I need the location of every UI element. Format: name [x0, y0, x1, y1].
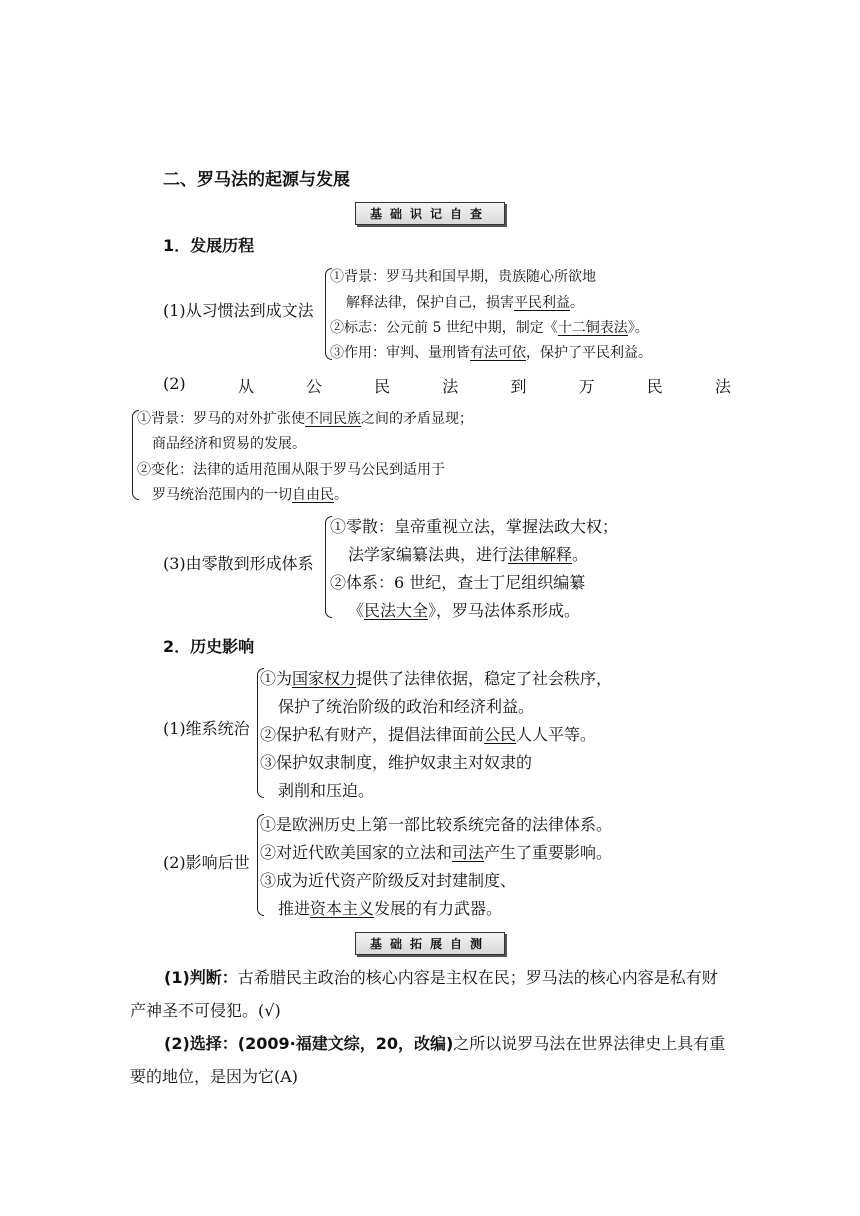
underlined-term: 平民利益 [514, 295, 570, 311]
question-judgment: (1)判断：古希腊民主政治的核心内容是主权在民；罗马法的核心内容是私有财产神圣不可侵犯。(√) [130, 968, 718, 1020]
point-line: ①是欧洲历史上第一部比较系统完备的法律体系。 [260, 815, 613, 834]
point-line: ②保护私有财产，提倡法律面前公民人人平等。 [260, 725, 597, 744]
point-line: ②对近代欧美国家的立法和司法产生了重要影响。 [260, 843, 613, 862]
scattered-line: ①零散：皇帝重视立法，掌握法政大权； [330, 517, 619, 536]
underlined-term: 公民 [484, 725, 517, 744]
point-line: ①为国家权力提供了法律依据，稳定了社会秩序， [260, 669, 613, 688]
background-line-cont: 解释法律，保护自己，损害平民利益。 [346, 295, 584, 311]
block-label: (3)由零散到形成体系 [163, 554, 314, 573]
change-line: ②变化：法律的适用范围从限于罗马公民到适用于 [137, 462, 445, 478]
system-line: ②体系：6 世纪，查士丁尼组织编纂 [330, 573, 586, 592]
block-label: (1)维系统治 [163, 719, 250, 738]
underlined-term: 自由民 [292, 487, 334, 503]
point-line-cont: 推进资本主义发展的有力武器。 [278, 899, 503, 918]
underlined-term: 不同民族 [305, 411, 361, 427]
section-title: 二、罗马法的起源与发展 [163, 170, 350, 190]
background-line: ①背景：罗马的对外扩张使不同民族之间的矛盾显现； [137, 411, 473, 427]
system-line-cont: 《民法大全》，罗马法体系形成。 [348, 601, 581, 620]
background-line: ①背景：罗马共和国早期，贵族随心所欲地 [330, 269, 596, 285]
subsection-title-development: 1．发展历程 [163, 236, 255, 255]
banner-basic-recall: 基础识记自查 [355, 202, 505, 225]
underlined-term: 资本主义 [310, 899, 375, 918]
underlined-term: 国家权力 [292, 669, 357, 688]
background-line-cont: 商品经济和贸易的发展。 [152, 436, 306, 452]
block-label: (1)从习惯法到成文法 [163, 301, 314, 320]
symbol-line: ②标志：公元前 5 世纪中期，制定《十二铜表法》。 [330, 320, 649, 336]
underlined-term: 司法 [452, 843, 485, 862]
underlined-term: 民法大全 [364, 601, 429, 620]
block-label: (2)影响后世 [163, 853, 250, 872]
change-line-cont: 罗马统治范围内的一切自由民。 [152, 487, 348, 503]
question-choice: (2)选择：(2009·福建文综，20，改编)之所以说罗马法在世界法律史上具有重要的地位，是因为它(A) [130, 1034, 726, 1086]
point-line: ③成为近代资产阶级反对封建制度、 [260, 871, 517, 890]
underlined-term: 法律解释 [508, 545, 573, 564]
effect-line: ③作用：审判、量刑皆有法可依，保护了平民利益。 [330, 345, 652, 361]
point-line: ③保护奴隶制度，维护奴隶主对奴隶的 [260, 753, 533, 772]
scattered-line-cont: 法学家编纂法典，进行法律解释。 [348, 545, 589, 564]
subsection-title-influence: 2．历史影响 [163, 637, 255, 656]
block-label-spaced: (2) 从 公 民 法 到 万 民 法 [163, 374, 731, 396]
underlined-term: 有法可依 [470, 345, 526, 361]
underlined-term: 十二铜表法 [557, 320, 628, 336]
point-line-cont: 剥削和压迫。 [278, 781, 375, 800]
point-line-cont: 保护了统治阶级的政治和经济利益。 [278, 697, 535, 716]
banner-basic-extension: 基础拓展自测 [355, 932, 505, 955]
